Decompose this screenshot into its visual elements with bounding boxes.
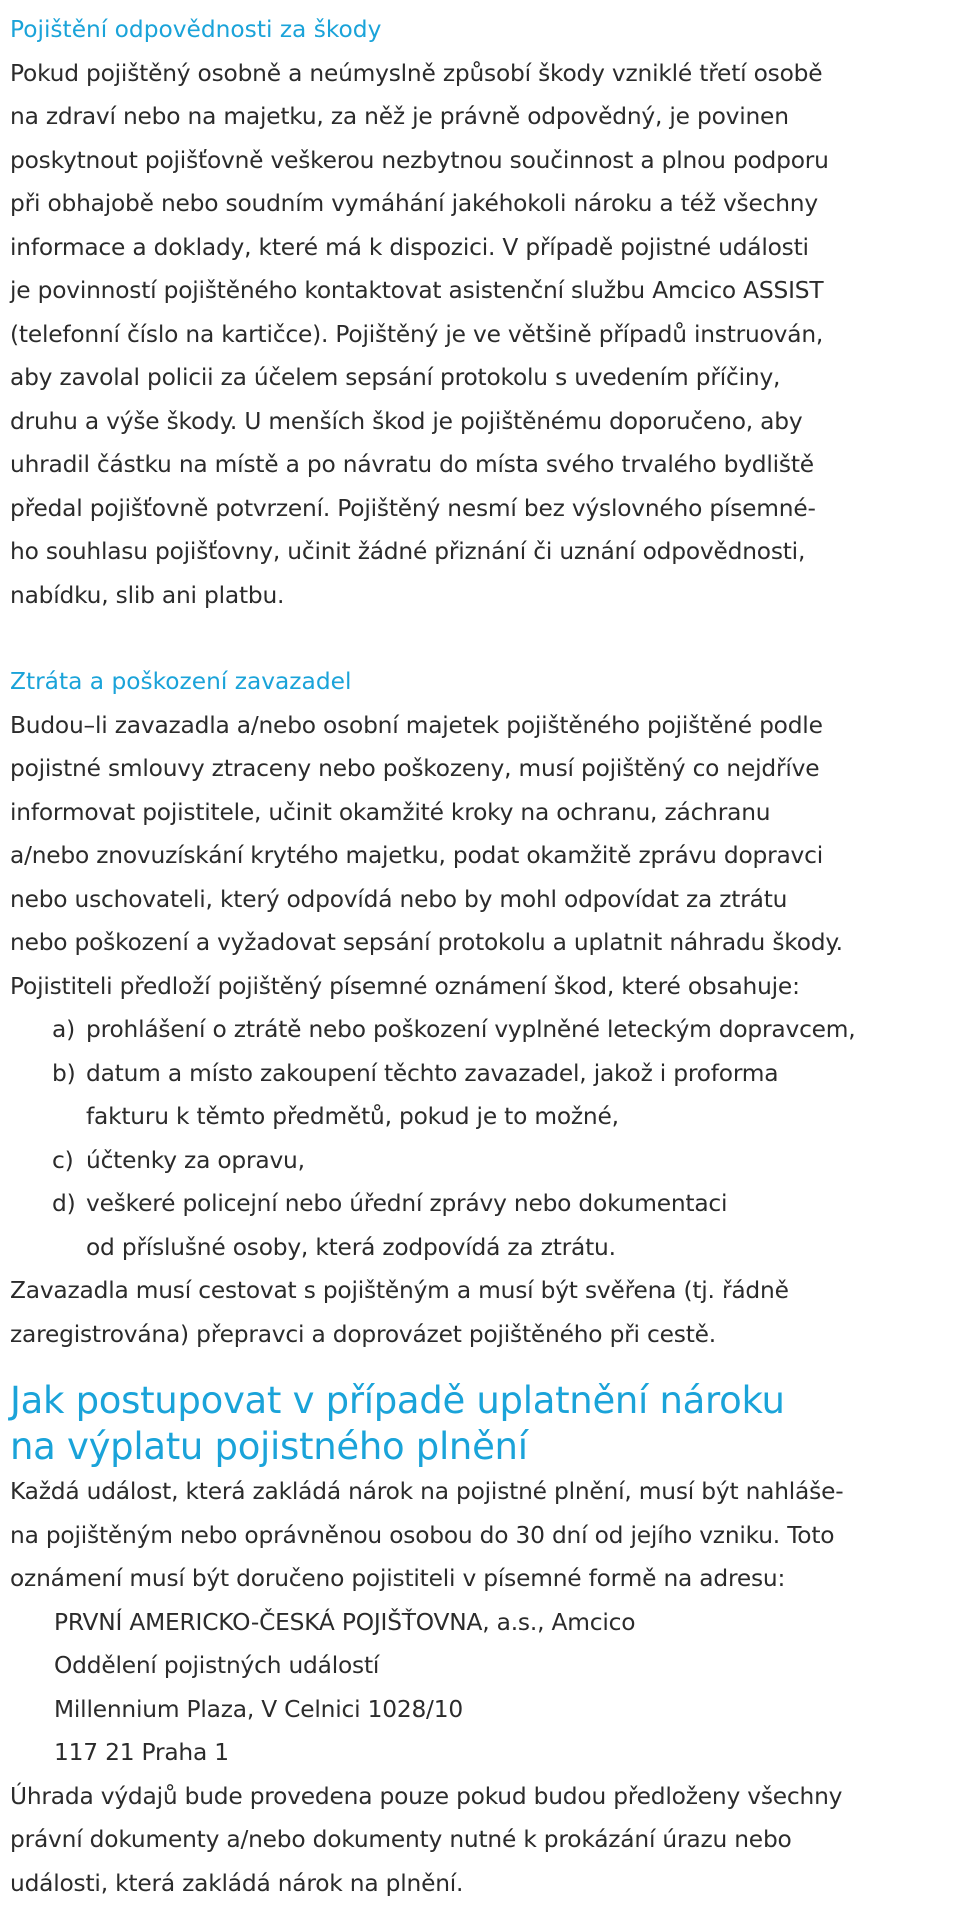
list-item-text: fakturu k těmto předmětů, pokud je to možné, <box>86 1103 619 1130</box>
list-item-a <box>10 1008 955 1052</box>
paragraph-line: informace a doklady, které má k dispozici. V případě pojistné události <box>10 233 809 261</box>
list-marker: b) <box>52 1059 76 1087</box>
list-marker: d) <box>52 1190 76 1217</box>
paragraph-line: pojistné smlouvy ztraceny nebo poškozeny, musí pojištěný co nejdříve <box>10 755 820 782</box>
paragraph-line: poskytnout pojišťovně veškerou nezbytnou součinnost a plnou podporu <box>10 146 829 174</box>
address-line: PRVNÍ AMERICKO-ČESKÁ POJIŠŤOVNA, a.s., Amcico <box>54 1608 636 1636</box>
list-item-c <box>10 1139 955 1183</box>
address-line: Millennium Plaza, V Celnici 1028/10 <box>54 1695 463 1723</box>
paragraph-line: uhradil částku na místě a po návratu do místa svého trvalého bydliště <box>10 451 814 478</box>
list-item-text: datum a místo zakoupení těchto zavazadel, jakož i proforma <box>86 1059 779 1087</box>
paragraph-line: ho souhlasu pojišťovny, učinit žádné přiznání či uznání odpovědnosti, <box>10 538 806 565</box>
paragraph-line: a/nebo znovuzískání krytého majetku, podat okamžitě zprávu dopravci <box>10 842 824 869</box>
paragraph-line: Každá událost, která zakládá nárok na pojistné plnění, musí být nahláše- <box>10 1478 844 1505</box>
paragraph-line: Zavazadla musí cestovat s pojištěným a musí být svěřena (tj. řádně <box>10 1277 789 1304</box>
section-heading-liability: Pojištění odpovědnosti za škody <box>10 16 382 43</box>
list-marker: a) <box>52 1016 75 1043</box>
paragraph-line: zaregistrována) přepravci a doprovázet pojištěného při cestě. <box>10 1320 716 1348</box>
list-item-b <box>10 1052 955 1139</box>
paragraph-line: nebo uschovateli, který odpovídá nebo by mohl odpovídat za ztrátu <box>10 885 788 913</box>
section-body-claims <box>10 1470 955 1905</box>
list-item-text: prohlášení o ztrátě nebo poškození vyplněné leteckým dopravcem, <box>86 1016 856 1043</box>
paragraph-line: právní dokumenty a/nebo dokumenty nutné k prokázání úrazu nebo <box>10 1826 792 1853</box>
paragraph-line: druhu a výše škody. U menších škod je pojištěnému doporučeno, aby <box>10 407 803 435</box>
paragraph-line: Úhrada výdajů bude provedena pouze pokud budou předloženy všechny <box>10 1782 843 1810</box>
section-spacer <box>10 617 955 660</box>
document-page <box>10 8 955 1905</box>
paragraph-line: Pokud pojištěný osobně a neúmyslně způsobí škody vzniklé třetí osobě <box>10 59 823 87</box>
address-line: 117 21 Praha 1 <box>54 1739 229 1766</box>
paragraph-line: při obhajobě nebo soudním vymáhání jakéhokoli nároku a též všechny <box>10 190 818 217</box>
list-item-d <box>10 1182 955 1269</box>
paragraph-line: nebo poškození a vyžadovat sepsání protokolu a uplatnit náhradu škody. <box>10 929 843 956</box>
list-item-text: účtenky za opravu, <box>86 1146 305 1174</box>
paragraph-line: na pojištěným nebo oprávněnou osobou do 30 dní od jejího vzniku. Toto <box>10 1521 835 1549</box>
section-body-baggage <box>10 704 955 1357</box>
paragraph-line: je povinností pojištěného kontaktovat asistenční službu Amcico ASSIST <box>10 277 824 304</box>
list-marker: c) <box>52 1146 74 1174</box>
heading-line: na výplatu pojistného plnění <box>10 1425 528 1468</box>
address-line: Oddělení pojistných událostí <box>54 1652 380 1679</box>
paragraph-line: aby zavolal policii za účelem sepsání protokolu s uvedením příčiny, <box>10 364 781 391</box>
section-heading-baggage: Ztráta a poškození zavazadel <box>10 668 352 695</box>
paragraph-line: události, která zakládá nárok na plnění. <box>10 1869 464 1897</box>
section-body-liability <box>10 52 955 618</box>
list-item-text: veškeré policejní nebo úřední zprávy nebo dokumentaci <box>86 1190 728 1217</box>
section-heading-claims <box>10 1378 955 1470</box>
list-item-text: od příslušné osoby, která zodpovídá za ztrátu. <box>86 1233 616 1261</box>
paragraph-line: předal pojišťovně potvrzení. Pojištěný nesmí bez výslovného písemné- <box>10 494 816 522</box>
paragraph-line: Pojistiteli předloží pojištěný písemné oznámení škod, které obsahuje: <box>10 972 800 1000</box>
heading-line: Jak postupovat v případě uplatnění nároku <box>10 1379 785 1422</box>
paragraph-line: na zdraví nebo na majetku, za něž je právně odpovědný, je povinen <box>10 103 789 130</box>
insurer-address <box>10 1601 955 1775</box>
paragraph-line: nabídku, slib ani platbu. <box>10 581 285 609</box>
paragraph-line: informovat pojistitele, učinit okamžité kroky na ochranu, záchranu <box>10 798 771 826</box>
paragraph-line: Budou–li zavazadla a/nebo osobní majetek pojištěného pojištěné podle <box>10 711 823 739</box>
paragraph-line: (telefonní číslo na kartičce). Pojištěný je ve většině případů instruován, <box>10 320 824 348</box>
paragraph-line: oznámení musí být doručeno pojistiteli v písemné formě na adresu: <box>10 1565 786 1592</box>
section-spacer <box>10 1356 955 1378</box>
